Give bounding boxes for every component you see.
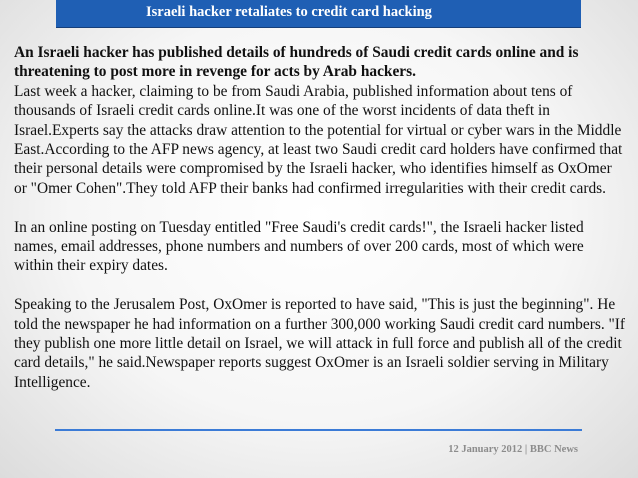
title-bar [56, 0, 581, 28]
article-paragraph-3: Speaking to the Jerusalem Post, OxOmer is reported to have said, "This is just the beginning". He told the newspaper he had information on a further 300,000 working Saudi credit card numbers. "If they publish one more little detail on Israel, we will attack in full force and publish all of the credit card details," he said.Newspaper reports suggest OxOmer is an Israeli soldier serving in Military Intelligence. [14, 296, 626, 391]
footer-divider [55, 429, 582, 431]
slide-title: Israeli hacker retaliates to credit card hacking [146, 4, 432, 20]
footer-credit: 12 January 2012 | BBC News [448, 444, 578, 455]
article-paragraph-2: In an online posting on Tuesday entitled "Free Saudi's credit cards!", the Israeli hacker listed names, email addresses, phone numbers and numbers of over 200 cards, most of which were within their expiry dates. [14, 218, 584, 275]
article-body [14, 43, 626, 392]
article-paragraph-1: Last week a hacker, claiming to be from Saudi Arabia, published information about tens of thousands of Israeli credit cards online.It was one of the worst incidents of data theft in Israel.Experts say the attacks draw attention to the potential for virtual or cyber wars in the Middle East.According to the AFP news agency, at least two Saudi credit card holders have confirmed that their personal details were compromised by the Israeli hacker, who identifies himself as OxOmer or "Omer Cohen".They told AFP their banks had confirmed irregularities with their credit cards. [14, 82, 623, 197]
article-lead: An Israeli hacker has published details of hundreds of Saudi credit cards online and is threatening to post more in revenge for acts by Arab hackers. [14, 44, 579, 81]
